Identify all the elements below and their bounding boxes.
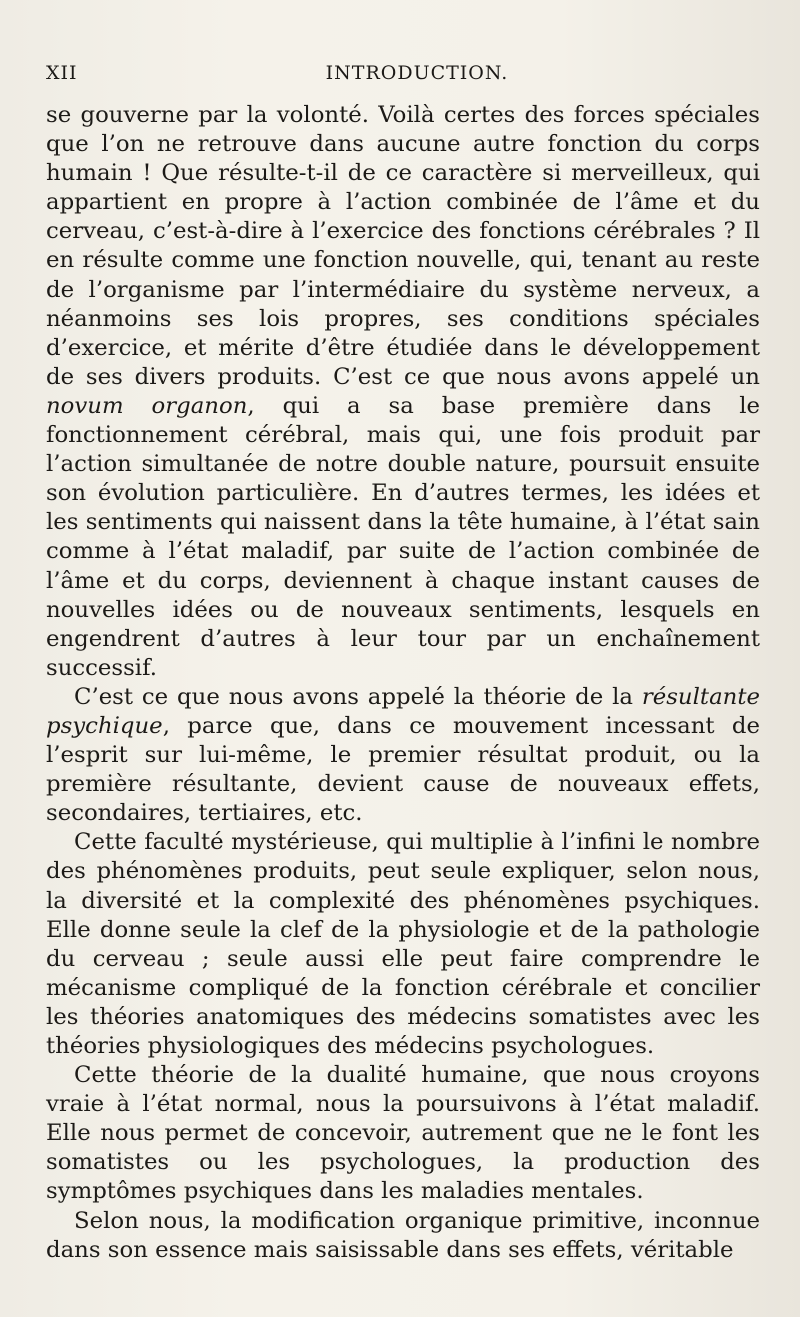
paragraph (46, 1061, 760, 1206)
text-segment: Cette théorie de la dualité humaine, que nous croyons vraie à l’état normal, nous la poursuivons à l’état maladif. Elle nous permet de concevoir, autrement que ne le font les somatistes ou les psychologues, la production des symptômes psychiques dans les maladies mentales. (46, 1062, 760, 1205)
page-number: XII (46, 62, 78, 84)
italic-term: novum organon (46, 392, 248, 419)
text-segment: Selon nous, la modification organique primitive, inconnue dans son essence mais saisissable dans ses effets, véritable (46, 1207, 760, 1263)
text-segment: , qui a sa base première dans le fonctionnement cérébral, mais qui, une fois produit par l’action simultanée de notre double nature, poursuit ensuite son évolution particulière. En d’autres termes, les idées et les sentiments qui naissent dans la tête humaine, à l’état sain comme à l’état maladif, par suite de l’action combinée de l’âme et du corps, deviennent à chaque instant causes de nouvelles idées ou de nouveaux sentiments, lesquels en engendrent d’autres à leur tour par un enchaînement successif. (46, 392, 760, 681)
text-segment: Cette faculté mystérieuse, qui multiplie à l’infini le nombre des phénomènes produits, peut seule expliquer, selon nous, la diversité et la complexité des phénomènes psychiques. Elle donne seule la clef de la physiologie et de la pathologie du cerveau ; seule aussi elle peut faire comprendre le mécanisme compliqué de la fonction cérébrale et concilier les théories anatomiques des médecins somatistes avec les théories physiologiques des médecins psychologues. (46, 829, 760, 1059)
italic-term: résultante psychique (46, 683, 760, 739)
paragraph (46, 683, 760, 828)
text-segment: se gouverne par la volonté. Voilà certes des forces spéciales que l’on ne retrouve dans aucune autre fonction du corps humain ! Que résulte-t-il de ce caractère si merveilleux, qui appartient en propre à l’action combinée de l’âme et du cerveau, c’est-à-dire à l’exercice des fonctions cérébrales ? Il en résulte comme une fonction nouvelle, qui, tenant au reste de l’organisme par l’intermédiaire du système nerveux, a néanmoins ses lois propres, ses conditions spéciales d’exercice, et mérite d’être étudiée dans le développement de ses divers produits. C’est ce que nous avons appelé un (46, 102, 760, 390)
paragraph (46, 101, 760, 683)
body-text (46, 101, 760, 1265)
text-segment: , parce que, dans ce mouvement incessant de l’esprit sur lui-même, le premier résultat produit, ou la première résultante, devient cause de nouveaux effets, secondaires, tertiaires, etc. (46, 712, 760, 827)
paragraph (46, 828, 760, 1061)
paragraph (46, 1207, 760, 1265)
running-title: INTRODUCTION. (325, 62, 509, 84)
text-segment: C’est ce que nous avons appelé la théorie de la (74, 683, 642, 710)
page-header (46, 62, 758, 92)
